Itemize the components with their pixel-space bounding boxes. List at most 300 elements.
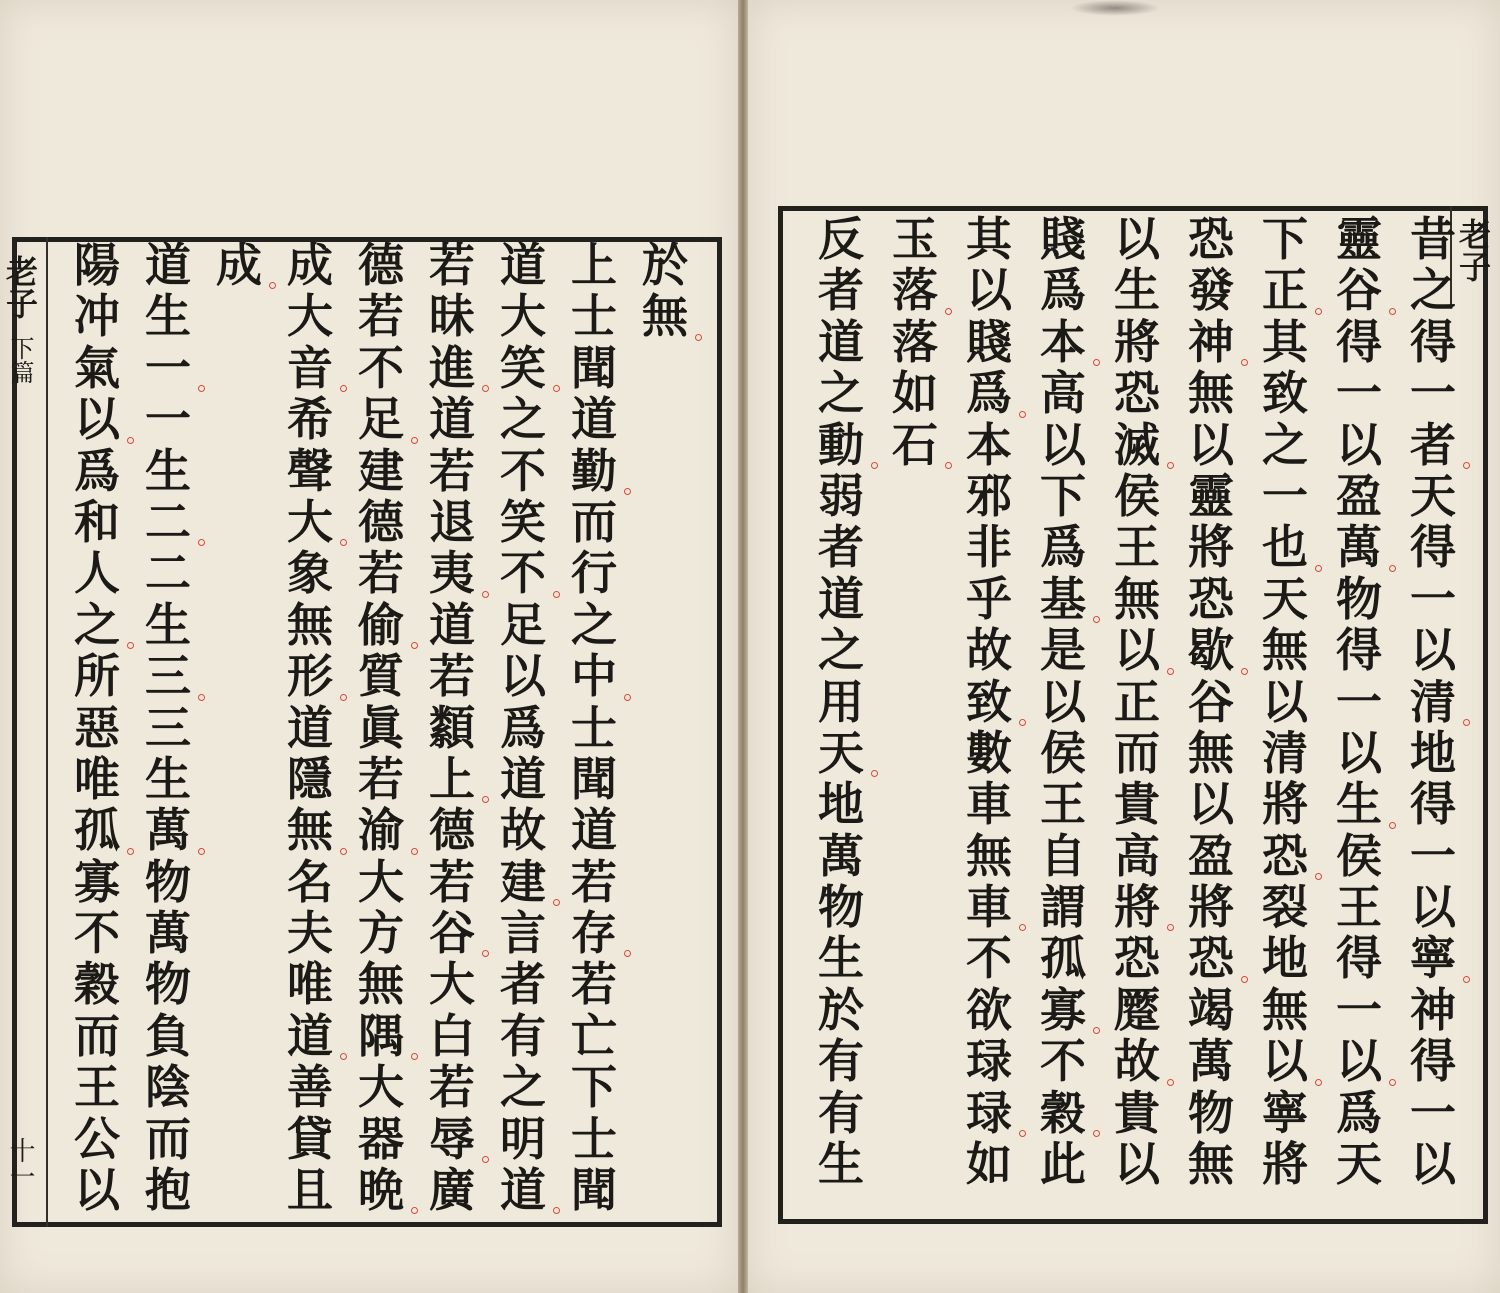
- punctuation-circle-mark: [127, 848, 134, 855]
- punctuation-circle-mark: [198, 848, 205, 855]
- character: 方: [358, 906, 404, 961]
- text-column: [348, 240, 414, 1216]
- punctuation-circle-mark: [411, 848, 418, 855]
- character: 存: [571, 908, 617, 959]
- character: 賤: [1040, 212, 1086, 266]
- character: 所: [74, 649, 120, 704]
- character: 若: [571, 854, 617, 909]
- character: 侯: [1040, 725, 1086, 780]
- character: 高: [1114, 828, 1160, 883]
- character: 爲: [1040, 263, 1086, 318]
- character: 將: [1262, 1137, 1308, 1192]
- punctuation-circle-mark: [1167, 462, 1174, 469]
- character: 之: [500, 392, 546, 447]
- character: 將: [1114, 882, 1160, 933]
- character: 本: [1040, 317, 1086, 368]
- text-column: [956, 214, 1022, 1190]
- character: 神: [1410, 982, 1456, 1037]
- character: 道: [818, 314, 864, 369]
- character: 大: [500, 289, 546, 344]
- character: 負: [145, 1008, 191, 1063]
- character: 於: [642, 238, 688, 292]
- character: 行: [571, 546, 617, 601]
- character: 士: [571, 700, 617, 755]
- text-column: [1400, 214, 1466, 1190]
- character: 物: [1188, 1085, 1234, 1140]
- character: 以: [1040, 417, 1086, 472]
- text-column: [490, 240, 556, 1216]
- character: 器: [358, 1111, 404, 1166]
- character: 人: [74, 546, 120, 601]
- character: 將: [1188, 520, 1234, 575]
- character: 以: [1336, 725, 1382, 780]
- character: 神: [1188, 317, 1234, 368]
- character: 以: [1262, 674, 1308, 729]
- character: 如: [892, 366, 938, 421]
- character: 且: [287, 1163, 333, 1218]
- character: 落: [892, 265, 938, 316]
- character: 故: [500, 803, 546, 858]
- character: 滅: [1114, 420, 1160, 471]
- character: 一: [1410, 366, 1456, 421]
- text-column: [1178, 214, 1244, 1190]
- character: 爲: [1336, 1085, 1382, 1140]
- character: 建: [500, 857, 546, 908]
- character: 王: [1336, 880, 1382, 935]
- character: 道: [500, 751, 546, 806]
- character: 以: [74, 394, 120, 445]
- character: 發: [1188, 263, 1234, 318]
- punctuation-circle-mark: [1315, 308, 1322, 315]
- character: 道: [287, 700, 333, 755]
- punctuation-circle-mark: [553, 591, 560, 598]
- punctuation-circle-mark: [1463, 976, 1470, 983]
- character: 物: [818, 880, 864, 935]
- character: 邪: [966, 468, 1012, 523]
- character: 靈: [1188, 468, 1234, 523]
- character: 昔: [1410, 212, 1456, 266]
- character: 天: [1262, 571, 1308, 626]
- character: 惡: [74, 700, 120, 755]
- punctuation-circle-mark: [1315, 1079, 1322, 1086]
- character: 以: [74, 1163, 120, 1218]
- character: 道: [145, 238, 191, 292]
- character: 士: [571, 1111, 617, 1166]
- character: 得: [1410, 777, 1456, 832]
- character: 抱: [145, 1163, 191, 1218]
- character: 唯: [287, 957, 333, 1012]
- character: 一: [1410, 828, 1456, 883]
- ink-stain: [1070, 0, 1160, 16]
- character: 不: [500, 443, 546, 498]
- character: 恐: [1262, 831, 1308, 882]
- punctuation-circle-mark: [624, 694, 631, 701]
- punctuation-circle-mark: [340, 694, 347, 701]
- punctuation-circle-mark: [1389, 565, 1396, 572]
- character: 清: [1410, 677, 1456, 728]
- character: 王: [74, 1060, 120, 1115]
- character: 而: [1114, 725, 1160, 780]
- punctuation-circle-mark: [1241, 976, 1248, 983]
- text-column: [277, 240, 343, 1216]
- character: 建: [358, 443, 404, 498]
- punctuation-circle-mark: [1093, 1130, 1100, 1137]
- character: 成: [216, 240, 262, 291]
- character: 得: [1336, 623, 1382, 678]
- character: 公: [74, 1111, 120, 1166]
- character: 生: [145, 443, 191, 498]
- character: 地: [1410, 725, 1456, 780]
- character: 氣: [74, 340, 120, 395]
- character: 無: [1262, 982, 1308, 1037]
- character: 聞: [571, 1163, 617, 1218]
- character: 正: [1262, 265, 1308, 316]
- character: 一: [145, 343, 191, 394]
- character: 此: [1040, 1137, 1086, 1192]
- character: 者: [818, 263, 864, 318]
- punctuation-circle-mark: [871, 462, 878, 469]
- punctuation-circle-mark: [1389, 1079, 1396, 1086]
- text-column: [1104, 214, 1170, 1190]
- character: 歇: [1188, 625, 1234, 676]
- character: 二: [145, 546, 191, 601]
- character: 寡: [1040, 985, 1086, 1036]
- character: 以: [1040, 674, 1086, 729]
- punctuation-circle-mark: [624, 488, 631, 495]
- character: 眞: [358, 700, 404, 755]
- character: 如: [966, 1137, 1012, 1192]
- character: 欲: [966, 982, 1012, 1037]
- character: 萬: [145, 805, 191, 856]
- character: 一: [1336, 982, 1382, 1037]
- character: 夷: [429, 548, 475, 599]
- margin-section-title: 下篇: [6, 336, 34, 384]
- character: 孤: [1040, 931, 1086, 986]
- character: 昧: [429, 289, 475, 344]
- punctuation-circle-mark: [695, 334, 702, 341]
- character: 善: [287, 1060, 333, 1115]
- character: 物: [1336, 571, 1382, 626]
- character: 明: [500, 1111, 546, 1166]
- character: 上: [429, 754, 475, 805]
- character: 萬: [1336, 522, 1382, 573]
- character: 無: [1262, 623, 1308, 678]
- character: 有: [500, 1008, 546, 1063]
- character: 數: [966, 725, 1012, 780]
- character: 恐: [1188, 212, 1234, 266]
- punctuation-circle-mark: [482, 591, 489, 598]
- punctuation-circle-mark: [1019, 1130, 1026, 1137]
- character: 用: [818, 674, 864, 729]
- character: 不: [500, 548, 546, 599]
- character: 致: [966, 677, 1012, 728]
- character: 盈: [1336, 468, 1382, 523]
- character: 谷: [1188, 674, 1234, 729]
- character: 車: [966, 882, 1012, 933]
- character: 者: [1410, 420, 1456, 471]
- character: 恐: [1188, 933, 1234, 984]
- character: 琭: [966, 1088, 1012, 1139]
- text-column: [64, 240, 130, 1216]
- character: 生: [1336, 779, 1382, 830]
- character: 盈: [1188, 828, 1234, 883]
- character: 者: [818, 520, 864, 575]
- character: 玉: [892, 212, 938, 266]
- punctuation-circle-mark: [1167, 668, 1174, 675]
- text-column: [632, 240, 698, 343]
- character: 竭: [1188, 982, 1234, 1037]
- character: 得: [1336, 314, 1382, 369]
- character: 若: [429, 649, 475, 704]
- character: 生: [818, 1137, 864, 1192]
- character: 乎: [966, 571, 1012, 626]
- character: 無: [358, 957, 404, 1012]
- character: 得: [1410, 1034, 1456, 1089]
- character: 若: [429, 1060, 475, 1115]
- character: 和: [74, 494, 120, 549]
- character: 足: [358, 394, 404, 445]
- character: 下: [1262, 212, 1308, 266]
- character: 之: [818, 623, 864, 678]
- character: 故: [966, 623, 1012, 678]
- character: 以: [1262, 1036, 1308, 1087]
- character: 以: [1410, 623, 1456, 678]
- character: 道: [429, 392, 475, 447]
- character: 足: [500, 597, 546, 652]
- character: 夫: [287, 906, 333, 961]
- punctuation-circle-mark: [198, 694, 205, 701]
- punctuation-circle-mark: [945, 462, 952, 469]
- character: 不: [966, 931, 1012, 986]
- character: 無: [1188, 366, 1234, 421]
- character: 三: [145, 700, 191, 755]
- character: 得: [1336, 931, 1382, 986]
- character: 偷: [358, 600, 404, 651]
- character: 落: [892, 314, 938, 369]
- text-column: [561, 240, 627, 1216]
- character: 二: [145, 497, 191, 548]
- character: 冲: [74, 289, 120, 344]
- character: 之: [500, 1060, 546, 1115]
- character: 象: [287, 546, 333, 601]
- punctuation-circle-mark: [1241, 668, 1248, 675]
- left-margin-rule: [46, 237, 48, 1227]
- punctuation-circle-mark: [1167, 1079, 1174, 1086]
- character: 也: [1262, 522, 1308, 573]
- text-column: [1030, 214, 1096, 1190]
- character: 纇: [429, 700, 475, 755]
- character: 道: [287, 1011, 333, 1062]
- character: 一: [1262, 468, 1308, 523]
- punctuation-circle-mark: [482, 1156, 489, 1163]
- character: 若: [358, 289, 404, 344]
- punctuation-circle-mark: [340, 848, 347, 855]
- character: 一: [1336, 674, 1382, 729]
- character: 高: [1040, 366, 1086, 421]
- character: 有: [818, 1034, 864, 1089]
- character: 進: [429, 343, 475, 394]
- character: 自: [1040, 828, 1086, 883]
- character: 石: [892, 420, 938, 471]
- character: 道: [500, 238, 546, 292]
- character: 將: [1188, 880, 1234, 935]
- character: 大: [287, 497, 333, 548]
- character: 隅: [358, 1011, 404, 1062]
- character: 生: [1114, 263, 1160, 318]
- character: 爲: [500, 700, 546, 755]
- character: 道: [500, 1165, 546, 1216]
- text-column: [206, 240, 272, 291]
- character: 下: [1040, 468, 1086, 523]
- character: 道: [571, 392, 617, 447]
- character: 無: [1188, 1137, 1234, 1192]
- character: 得: [1410, 314, 1456, 369]
- character: 貸: [287, 1111, 333, 1166]
- character: 無: [1114, 571, 1160, 626]
- character: 爲: [74, 443, 120, 498]
- punctuation-circle-mark: [1019, 719, 1026, 726]
- character: 不: [358, 340, 404, 395]
- character: 天: [1410, 468, 1456, 523]
- character: 之: [74, 600, 120, 651]
- character: 言: [500, 906, 546, 961]
- character: 是: [1040, 623, 1086, 678]
- text-column: [808, 214, 874, 1190]
- character: 萬: [818, 828, 864, 883]
- character: 有: [818, 1085, 864, 1140]
- character: 若: [429, 443, 475, 498]
- character: 下: [571, 1060, 617, 1115]
- character: 王: [1114, 520, 1160, 575]
- character: 正: [1114, 674, 1160, 729]
- punctuation-circle-mark: [127, 437, 134, 444]
- character: 三: [145, 651, 191, 702]
- character: 天: [1336, 1137, 1382, 1192]
- character: 若: [358, 751, 404, 806]
- character: 之: [818, 366, 864, 421]
- left-margin-strip: [2, 255, 38, 1195]
- character: 其: [966, 212, 1012, 266]
- character: 萬: [145, 906, 191, 961]
- character: 恐: [1114, 931, 1160, 986]
- right-margin-book-title: 老子: [1454, 218, 1492, 282]
- character: 於: [818, 982, 864, 1037]
- character: 以: [500, 649, 546, 704]
- character: 以: [1114, 212, 1160, 266]
- character: 寧: [1410, 933, 1456, 984]
- character: 弱: [818, 468, 864, 523]
- character: 賤: [966, 314, 1012, 369]
- character: 萬: [1188, 1034, 1234, 1089]
- character: 勤: [571, 446, 617, 497]
- punctuation-circle-mark: [945, 308, 952, 315]
- character: 而: [145, 1111, 191, 1166]
- character: 質: [358, 649, 404, 704]
- character: 聞: [571, 340, 617, 395]
- character: 而: [571, 494, 617, 549]
- character: 貴: [1114, 1085, 1160, 1140]
- character: 蹷: [1114, 982, 1160, 1037]
- character: 隱: [287, 751, 333, 806]
- character: 孤: [74, 805, 120, 856]
- character: 物: [145, 854, 191, 909]
- character: 陽: [74, 238, 120, 292]
- text-column: [135, 240, 201, 1216]
- character: 廣: [429, 1163, 475, 1218]
- character: 晩: [358, 1165, 404, 1216]
- character: 生: [145, 597, 191, 652]
- character: 若: [358, 546, 404, 601]
- character: 以: [966, 263, 1012, 318]
- character: 聞: [571, 751, 617, 806]
- character: 穀: [1040, 1088, 1086, 1139]
- character: 中: [571, 651, 617, 702]
- character: 大: [429, 957, 475, 1012]
- punctuation-circle-mark: [1463, 719, 1470, 726]
- character: 無: [642, 291, 688, 342]
- character: 士: [571, 289, 617, 344]
- character: 不: [1040, 1034, 1086, 1089]
- character: 反: [818, 212, 864, 266]
- character: 生: [145, 289, 191, 344]
- character: 谷: [429, 908, 475, 959]
- character: 大: [358, 1060, 404, 1115]
- character: 一: [1410, 1085, 1456, 1140]
- character: 物: [145, 957, 191, 1012]
- character: 以: [1114, 1137, 1160, 1192]
- character: 德: [429, 803, 475, 858]
- text-column: [419, 240, 485, 1216]
- character: 本: [966, 417, 1012, 472]
- character: 無: [966, 828, 1012, 883]
- character: 王: [1040, 777, 1086, 832]
- character: 之: [571, 597, 617, 652]
- character: 無: [287, 597, 333, 652]
- book-gutter: [738, 0, 748, 1293]
- character: 一: [145, 392, 191, 447]
- character: 將: [1114, 314, 1160, 369]
- text-column: [882, 214, 948, 471]
- text-column: [1252, 214, 1318, 1190]
- margin-book-title: 老子: [1, 255, 39, 319]
- punctuation-circle-mark: [1019, 411, 1026, 418]
- punctuation-circle-mark: [1389, 308, 1396, 315]
- character: 音: [287, 343, 333, 394]
- text-column: [1326, 214, 1392, 1190]
- punctuation-circle-mark: [1463, 462, 1470, 469]
- character: 恐: [1114, 366, 1160, 421]
- character: 辱: [429, 1114, 475, 1165]
- character: 無: [1188, 725, 1234, 780]
- character: 渝: [358, 805, 404, 856]
- character: 寧: [1262, 1085, 1308, 1140]
- character: 若: [429, 238, 475, 292]
- character: 爲: [966, 368, 1012, 419]
- margin-page-number: 十一: [5, 1137, 35, 1189]
- character: 道: [429, 597, 475, 652]
- character: 大: [358, 854, 404, 909]
- character: 以: [1188, 417, 1234, 472]
- character: 德: [358, 494, 404, 549]
- character: 侯: [1114, 468, 1160, 523]
- punctuation-circle-mark: [1315, 565, 1322, 572]
- character: 恐: [1188, 571, 1234, 626]
- character: 而: [74, 1008, 120, 1063]
- character: 道: [571, 803, 617, 858]
- character: 爲: [1040, 520, 1086, 575]
- character: 以: [1188, 777, 1234, 832]
- character: 形: [287, 651, 333, 702]
